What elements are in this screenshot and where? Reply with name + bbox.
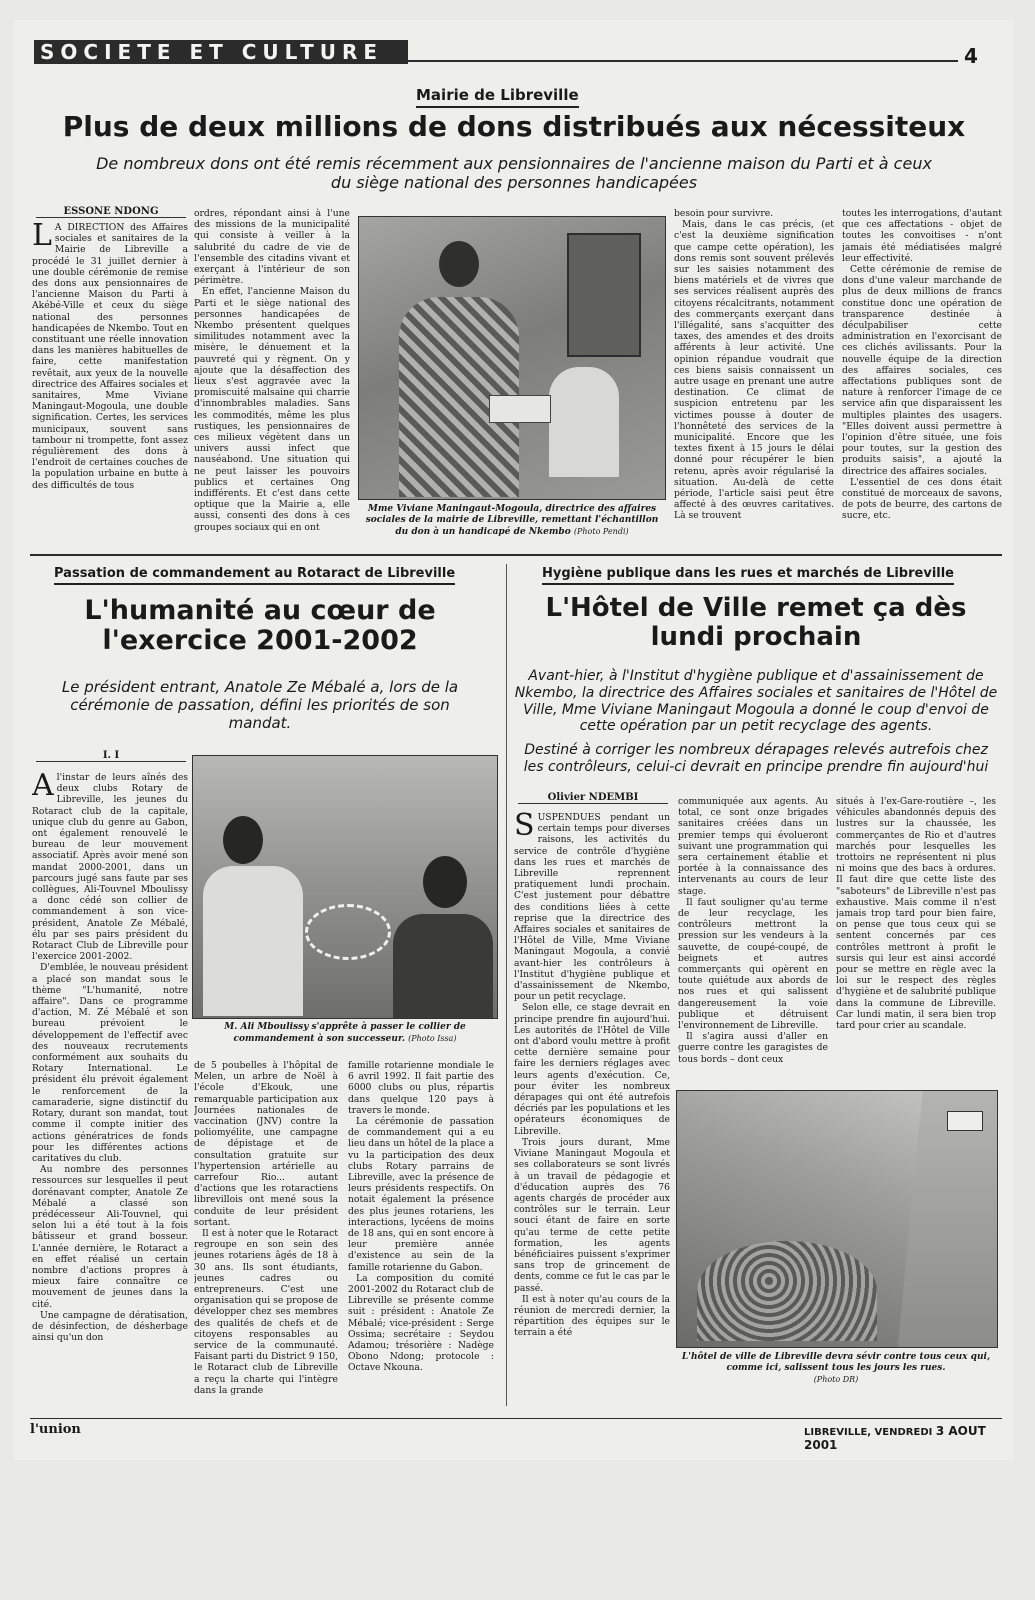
article3-deck-2: Destiné à corriger les nombreux dérapages relevés autrefois chez les contrôleurs, celui-ci devrait en principe prendre fin aujourd'hui xyxy=(523,742,989,775)
article3-dropcap: S xyxy=(514,812,535,843)
article3-col2-para-a: communiquée aux agents. Au total, ce sont onze brigades sanitaires créées dans un premier temps qui évolueront suivant une programmation qui sera certainement établie et portée à la connaissance des intervenants au cours de leur stage. xyxy=(678,796,828,897)
article3-col3-para-a: situés à l'ex-Gare-routière –, les véhicules abandonnés depuis des lustres sur la chaussée, les commerçantes de Rio et d'autres marchés pour lesquelles les trottoirs ne représentent ni plus ni moins que des bacs à ordures. Il faut dire que cette liste des "saboteurs" de Libreville n'est pas exhaustive. Mais comme il n'est jamais trop tard pour bien faire, on pense que tous ceux qui se sentent concernés par ces contrôles mettront à profit le sursis qui leur est ainsi accordé pour se mettre en règle avec la loi sur le respect des règles d'hygiène et de salubrité publique dans la commune de Libreville. Car lundi matin, il sera bien trop tard pour crier au scandale. xyxy=(836,796,996,1032)
article2-col2-para-a: de 5 poubelles à l'hôpital de Melen, un arbre de Noël à l'école d'Ekouk, une remarquable participation aux Journées nationales de vaccination (JNV) contre la poliomyélite, une campagne de dépistage et de consultation gratuite sur l'hypertension artérielle au carrefour Rio... autant d'actions que les rotaractiens librevillois ont mené sous la conduite de leur président sortant. xyxy=(194,1060,338,1228)
article2-column-2 xyxy=(194,1060,338,1406)
article1-headline: Plus de deux millions de dons distribués aux nécessiteux xyxy=(62,110,966,143)
footer-rule xyxy=(30,1418,1002,1419)
article2-col3-para-a: famille rotarienne mondiale le 6 avril 1992. Il fait partie des 6000 clubs ou plus, répartis dans quelque 120 pays à travers le monde. xyxy=(348,1060,494,1116)
dateline-city: LIBREVILLE, VENDREDI xyxy=(804,1427,933,1438)
article1-column-1 xyxy=(32,222,188,544)
article3-col1-para-c: Trois jours durant, Mme Viviane Maningaut Mogoula et ses collaborateurs se sont livrés à un travail de pédagogie et d'éducation auprès des 76 agents chargés de procéder aux contrôles sur le terrain. Leur souci étant de faire en sorte qu'au terme de cette petite formation, les agents bénéficiaires puissent s'exprimer sans trop de grincement de dents, comme ce fut le cas par le passé. xyxy=(514,1136,670,1294)
article3-caption-text: L'hôtel de ville de Libreville devra sévir contre tous ceux qui, comme ici, salissent tous les jours les rues. xyxy=(681,1352,991,1373)
article2-column-1 xyxy=(32,772,188,1406)
article1-col3-para-a: besoin pour survivre. xyxy=(674,208,774,219)
article2-col3-para-c: La composition du comité 2001-2002 du Rotaract club de Libreville se présente comme suit : président : Anatole Ze Mébalé; vice-président : Serge Ossima; secrétaire : Seydou Adamou; trésorière : Nadège Obono Ndong; protocole : Octave Nkouna. xyxy=(348,1272,494,1374)
page-number: 4 xyxy=(964,44,978,68)
newspaper-name: l'union xyxy=(30,1422,81,1437)
article2-column-3 xyxy=(348,1060,494,1406)
article2-photo-successor-suit xyxy=(393,914,493,1018)
section-title: SOCIETE ET CULTURE xyxy=(34,40,408,64)
article3-col2-para-c: Il s'agira aussi d'aller en guerre contre les garagistes de tous bords – dont ceux xyxy=(678,1031,828,1065)
article2-kicker: Passation de commandement au Rotaract de Libreville xyxy=(54,566,455,585)
article2-col1-para-c: Au nombre des personnes ressources sur lesquelles il peut dorénavant compter, Anatole Ze Mébalé a classé son prédécesseur Ali-Touvnel, qui selon lui a été tout à la fois bâtisseur et grand bosseur. L'année dernière, le Rotaract a en effet réalisé un certain nombre d'actions propres à mieux faire connaître ce mouvement de jeunes dans la cité. xyxy=(32,1164,188,1310)
article1-col2-para-a: ordres, répondant ainsi à l'une des missions de la municipalité qui consiste à veiller à la salubrité du cadre de vie de l'ensemble des citadins vivant et exerçant à l'intérieur de son périmètre. xyxy=(194,208,350,287)
article3-col1-para-d: Il est à noter qu'au cours de la réunion de mercredi dernier, la répartition des équipes sur le terrain a été xyxy=(514,1293,670,1339)
article3-photo-vehicle xyxy=(947,1111,983,1131)
header-rule xyxy=(408,60,958,62)
article2-caption-text: M. Ali Mboulissy s'apprête à passer le collier de commandement à son successeur. xyxy=(224,1022,466,1044)
article3-column-1 xyxy=(514,812,670,1406)
article2-photo-man-head xyxy=(223,816,263,864)
article1-photo xyxy=(358,216,666,500)
article1-deck: De nombreux dons ont été remis récemment aux pensionnaires de l'ancienne maison du Parti et à ceux du siège national des personnes handicapées xyxy=(96,154,932,193)
article1-col4-para-b: Cette cérémonie de remise de dons d'une valeur marchande de plus de deux millions de francs constitue donc une opération de transparence destinée à déculpabiliser cette administration en l'exorcisant de ces clichés avilissants. Pour la nouvelle équipe de la direction des affaires sociales, ces affectations publiques sont de nature à renforcer l'image de ce service afin que disparaissent les multiples plaintes des usagers. "Elles doivent aussi permettre à l'opinion d'être située, une fois pour toutes, sur la gestion des produits saisis", a ajouté la directrice des affaires sociales. xyxy=(842,264,1002,477)
article3-kicker: Hygiène publique dans les rues et marchés de Libreville xyxy=(542,566,954,585)
article3-col1-para-b: Selon elle, ce stage devrait en principe prendre fin aujourd'hui. Les autorités de l'Hôtel de Ville ont d'abord voulu mettre à profit cette dernière semaine pour faire les derniers réglages avec leurs agents d'exécution. Ce, pour éviter les nombreux dérapages qui ont été autrefois décriés par les populations et les opérateurs économiques de Libreville. xyxy=(514,1002,670,1137)
article3-col1-text: USPENDUES pendant un certain temps pour diverses raisons, les activités du service de contrôle d'hygiène dans les rues et marchés de Libreville reprennent pratiquement lundi prochain. C'est justement pour débattre des conditions liées à cette reprise que la directrice des Affaires sociales et sanitaires de l'Hôtel de Ville, Mme Viviane Maningaut Mogoula, a convié avant-hier les contrôleurs à l'Institut d'hygiène publique et d'assainissement de Nkembo, pour un petit recyclage. xyxy=(514,812,670,1003)
article1-col3-para-b: Mais, dans le cas précis, (et c'est la deuxième signification que campe cette opération), les dons remis sont souvent prélevés sur les saisies notamment des biens matériels et de vivres que ses services réalisent auprès des citoyens récalcitrants, notamment des commerçants exerçant dans l'illégalité, sans s'acquitter des taxes, des amendes et des droits afférents à leur activité. Une opinion répandue voudrait que ces biens saisis connaissent un autre usage en prenant une autre destination. Ce climat de suspicion entretenu par les victimes pousse à douter de l'honnêteté des services de la municipalité. Encore que les textes fixent à 15 jours le délai donné pour récupérer le bien retenu, après avoir régularisé la situation. Au-delà de cette période, l'article saisi peut être affecté à des œuvres caritatives. Là se trouvent xyxy=(674,219,834,522)
article1-photo-board xyxy=(567,233,641,357)
article3-photo-trash-pile xyxy=(697,1241,877,1341)
article2-col1-para-d: Une campagne de dératisation, de désinfection, de désherbage ainsi qu'un don xyxy=(32,1309,188,1344)
article2-col3-para-b: La cérémonie de passation de commandement qui a eu lieu dans un hôtel de la place a vu la participation des deux clubs Rotary parrains de Libreville, avec la présence de leurs présidents respectifs. On notait également la présence des plus jeunes rotariens, les interactions, lycéens de moins de 18 ans, qui en sont encore à leur première année d'existence au sein de la famille rotarienne du Gabon. xyxy=(348,1116,494,1273)
article3-headline: L'Hôtel de Ville remet ça dès lundi prochain xyxy=(545,593,967,652)
article1-photo-person-head xyxy=(439,241,479,287)
article2-col1-para-b: D'emblée, le nouveau président a placé son mandat sous le thème "L'humanité, notre affaire". Dans ce programme d'action, M. Zé Mébalé et son bureau prévoient le développement de l'effectif avec des nouveaux recrutements conformément aux souhaits du Rotary International. Le président élu prévoit également le renforcement de la camaraderie, signe distinctif du Rotary, durant son mandat, tout comme il compte initier des actions génératrices de fonds pour les différentes actions caritatives du club. xyxy=(32,962,188,1164)
article2-dropcap: A xyxy=(32,772,54,803)
section-divider xyxy=(30,554,1002,556)
column-divider xyxy=(506,564,507,1406)
article3-deck-1: Avant-hier, à l'Institut d'hygiène publique et d'assainissement de Nkembo, la directrice des Affaires sociales et sanitaires de l'Hôtel de Ville, Mme Viviane Maningaut Mogoula a donné le coup d'envoi de cette opération par un petit recyclage des agents. xyxy=(514,668,998,735)
article1-photo-gift-box xyxy=(489,395,551,423)
article3-caption xyxy=(676,1352,996,1386)
article1-column-2 xyxy=(194,208,350,546)
article3-byline: Olivier NDEMBI xyxy=(518,792,668,804)
article2-byline: I. I xyxy=(36,750,186,762)
article1-photo-credit: (Photo Pendi) xyxy=(573,527,629,536)
article1-dropcap: L xyxy=(32,222,52,253)
article1-col4-para-c: L'essentiel de ces dons était constitué de morceaux de savons, de pots de beurre, des cartons de sucre, etc. xyxy=(842,476,1002,522)
article2-caption xyxy=(194,1022,496,1045)
article2-photo xyxy=(192,755,498,1019)
article2-deck: Le président entrant, Anatole Ze Mébalé a, lors de la cérémonie de passation, défini les priorités de son mandat. xyxy=(61,678,459,732)
article3-photo-credit: (Photo DR) xyxy=(813,1375,859,1384)
dateline xyxy=(804,1424,1014,1452)
article2-col2-para-b: Il est à noter que le Rotaract regroupe en son sein des jeunes rotariens âgés de 18 à 30 ans. Ils sont étudiants, jeunes cadres ou entrepreneurs. C'est une organisation qui se propose de développer chez ses membres des qualités de chefs et de citoyens responsables au service de la communauté. Faisant parti du District 9 150, le Rotaract club de Libreville a reçu la charte qui l'intègre dans la grande xyxy=(194,1228,338,1396)
article3-photo xyxy=(676,1090,998,1348)
article2-photo-man-shirt xyxy=(203,866,303,1016)
article1-column-4 xyxy=(842,208,1002,546)
article1-col4-para-a: toutes les interrogations, d'autant que ces affectations - objet de toutes les convoitises - n'ont jamais été médiatisées malgré leur effectivité. xyxy=(842,208,1002,264)
article2-headline: L'humanité au cœur de l'exercice 2001-2002 xyxy=(84,595,436,656)
article2-photo-collar xyxy=(305,904,391,960)
article1-caption xyxy=(358,504,666,538)
article2-photo-successor-head xyxy=(423,856,467,908)
dateline-date: 3 AOUT 2001 xyxy=(804,1424,986,1452)
article1-col1-text: A DIRECTION des Affaires sociales et sanitaires de la Mairie de Libreville a procédé le 31 juillet dernier à une double cérémonie de remise des dons aux pensionnaires de l'ancienne Maison du Parti à Akébé-Ville et ceux du siège national des personnes handicapées de Nkembo. Tout en constituant une réelle innovation dans les manières habituelles de faire, cette manifestation revêtait, aux yeux de la nouvelle directrice des Affaires sociales et sanitaires, Mme Viviane Maningaut-Mogoula, une double signification. Certes, les services municipaux, souvent sans tambour ni trompette, font assez régulièrement des dons à l'endroit de certaines couches de la population urbaine en butte à des difficultés de tous xyxy=(32,222,188,491)
article1-kicker: Mairie de Libreville xyxy=(416,86,579,108)
article2-col1-text: l'instar de leurs aînés des deux clubs Rotary de Libreville, les jeunes du Rotaract club de la capitale, unique club du genre au Gabon, ont également renouvelé le bureau de leur mouvement associatif. Après avoir mené son mandat 2000-2001, dans un parcours jugé sans faute par ses collègues, Ali-Touvnel Mboulissy a donc cédé son collier de commandement à son vice-président, Anatole Ze Mébalé, élu par ses pairs président du Rotaract Club de Libreville pour l'exercice 2001-2002. xyxy=(32,772,188,963)
article1-caption-text: Mme Viviane Maningaut-Mogoula, directrice des affaires sociales de la mairie de Libreville, remettant l'échantillon du don à un handicapé de Nkembo xyxy=(365,504,659,537)
article1-column-3 xyxy=(674,208,834,546)
article1-byline: ESSONE NDONG xyxy=(36,206,186,218)
article2-photo-credit: (Photo Issa) xyxy=(408,1034,457,1043)
newspaper-page xyxy=(14,20,1014,1460)
article3-column-2 xyxy=(678,796,828,1084)
article1-photo-recipient xyxy=(549,367,619,477)
article3-col2-para-b: Il faut souligner qu'au terme de leur recyclage, les contrôleurs mettront la pression sur les vendeurs à la sauvette, de coupé-coupé, de beignets et autres commerçants qui opèrent en toute quiétude aux abords de nos rues et qui salissent dangereusement la voie publique et détruisent l'environnement de Libreville. xyxy=(678,896,828,1032)
article1-col2-para-b: En effet, l'ancienne Maison du Parti et le siège national des personnes handicapées de Nkembo présentent quelques similitudes notamment avec la misère, le dénuement et la pauvreté qui y règnent. On y ajoute que la désaffection des lieux s'est aggravée avec la promiscuité malsaine qui charrie d'innombrables maladies. Sans les commodités, même les plus rustiques, les pensionnaires de ces milieux végètent dans un univers aussi infect que nauséabond. Une situation qui ne peut laisser les pouvoirs publics et certaines Ong indifférents. Et c'est dans cette optique que la Mairie a, elle aussi, consenti des dons à ces groupes sociaux qui en ont xyxy=(194,286,350,533)
article3-column-3 xyxy=(836,796,996,1084)
